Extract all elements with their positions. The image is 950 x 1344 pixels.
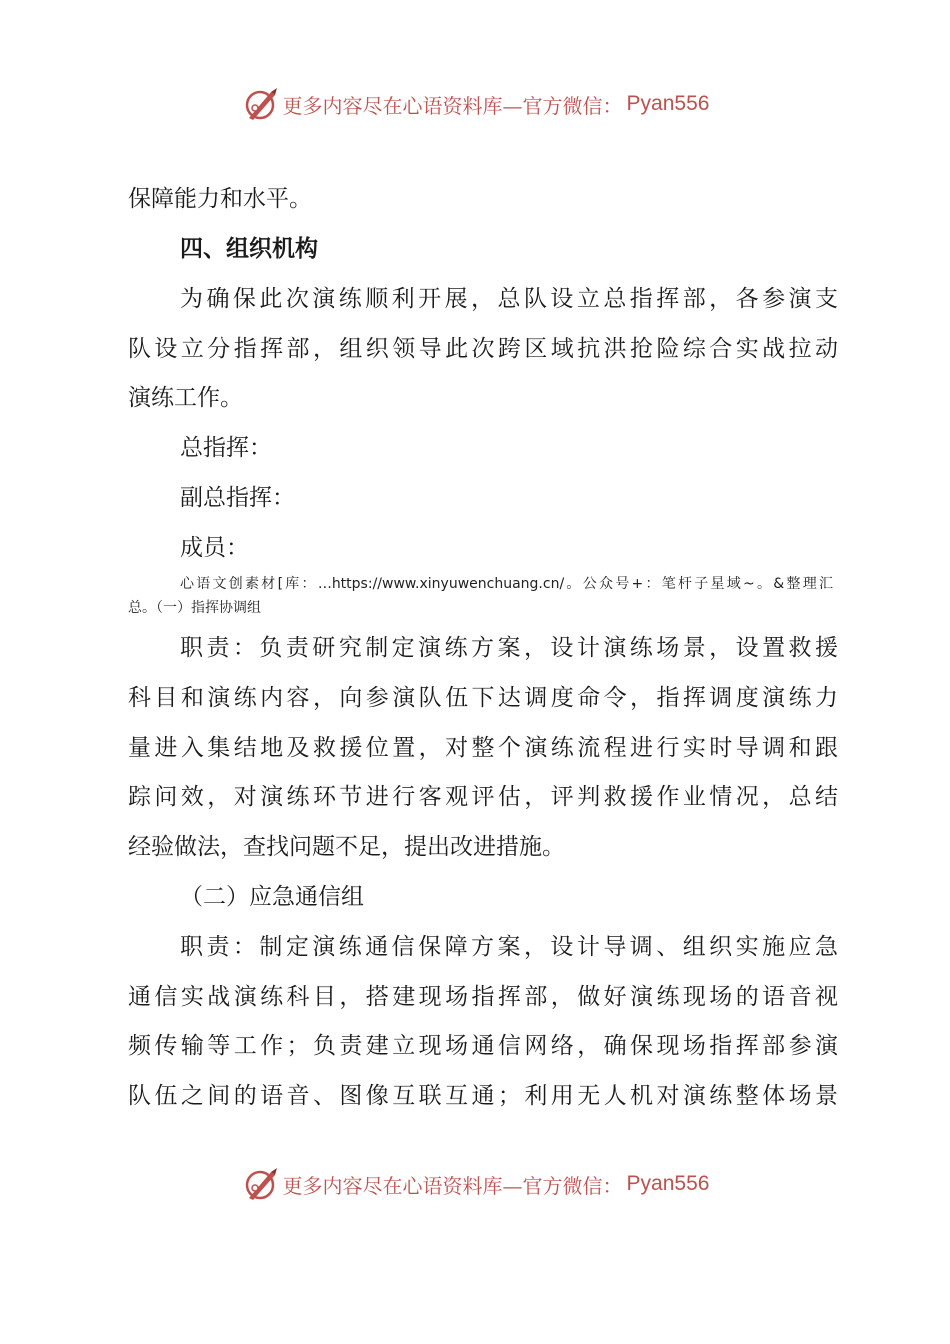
deputy-label: 副总指挥： [180, 485, 295, 511]
banner-brand: Pyan556 [626, 92, 710, 115]
subsection-heading: （二）应急通信组 [180, 884, 364, 910]
text-line: 演练工作。 [128, 385, 243, 411]
text-line: 职责：负责研究制定演练方案，设计演练场景，设置救援 [180, 635, 838, 661]
text-line: 经验做法，查找问题不足，提出改进措施。 [128, 834, 565, 860]
text-line: 通信实战演练科目，搭建现场指挥部，做好演练现场的语音视 [128, 984, 838, 1010]
text-line: 职责：制定演练通信保障方案，设计导调、组织实施应急 [180, 934, 838, 960]
pen-logo-icon [241, 1164, 281, 1204]
members-label: 成员： [180, 535, 249, 561]
text-line: 队设立分指挥部，组织领导此次跨区域抗洪抢险综合实战拉动 [128, 336, 838, 362]
text-line: 为确保此次演练顺利开展，总队设立总指挥部，各参演支 [180, 286, 838, 312]
text-line: 频传输等工作；负责建立现场通信网络，确保现场指挥部参演 [128, 1033, 838, 1059]
text-line: 踪问效，对演练环节进行客观评估，评判救援作业情况，总结 [128, 784, 838, 810]
source-note: 心语文创素材[库：…https://www.xinyuwenchuang.cn/。公众号+：笔杆子星域~。&整理汇 [180, 576, 833, 592]
header-banner [0, 82, 950, 126]
footer-banner [0, 1162, 950, 1206]
source-note-continued: 总。（一）指挥协调组 [128, 600, 261, 616]
section-heading: 四、组织机构 [180, 236, 318, 262]
text-line: 量进入集结地及救援位置，对整个演练流程进行实时导调和跟 [128, 735, 838, 761]
text-line: 队伍之间的语音、图像互联互通；利用无人机对演练整体场景 [128, 1083, 838, 1109]
banner-text: 更多内容尽在心语资料库—官方微信： [282, 93, 623, 118]
pen-logo-icon [241, 84, 281, 124]
commander-label: 总指挥： [180, 435, 272, 461]
text-line: 保障能力和水平。 [128, 186, 312, 212]
banner-text: 更多内容尽在心语资料库—官方微信： [282, 1173, 623, 1198]
text-line: 科目和演练内容，向参演队伍下达调度命令，指挥调度演练力 [128, 685, 838, 711]
banner-brand: Pyan556 [626, 1172, 710, 1195]
